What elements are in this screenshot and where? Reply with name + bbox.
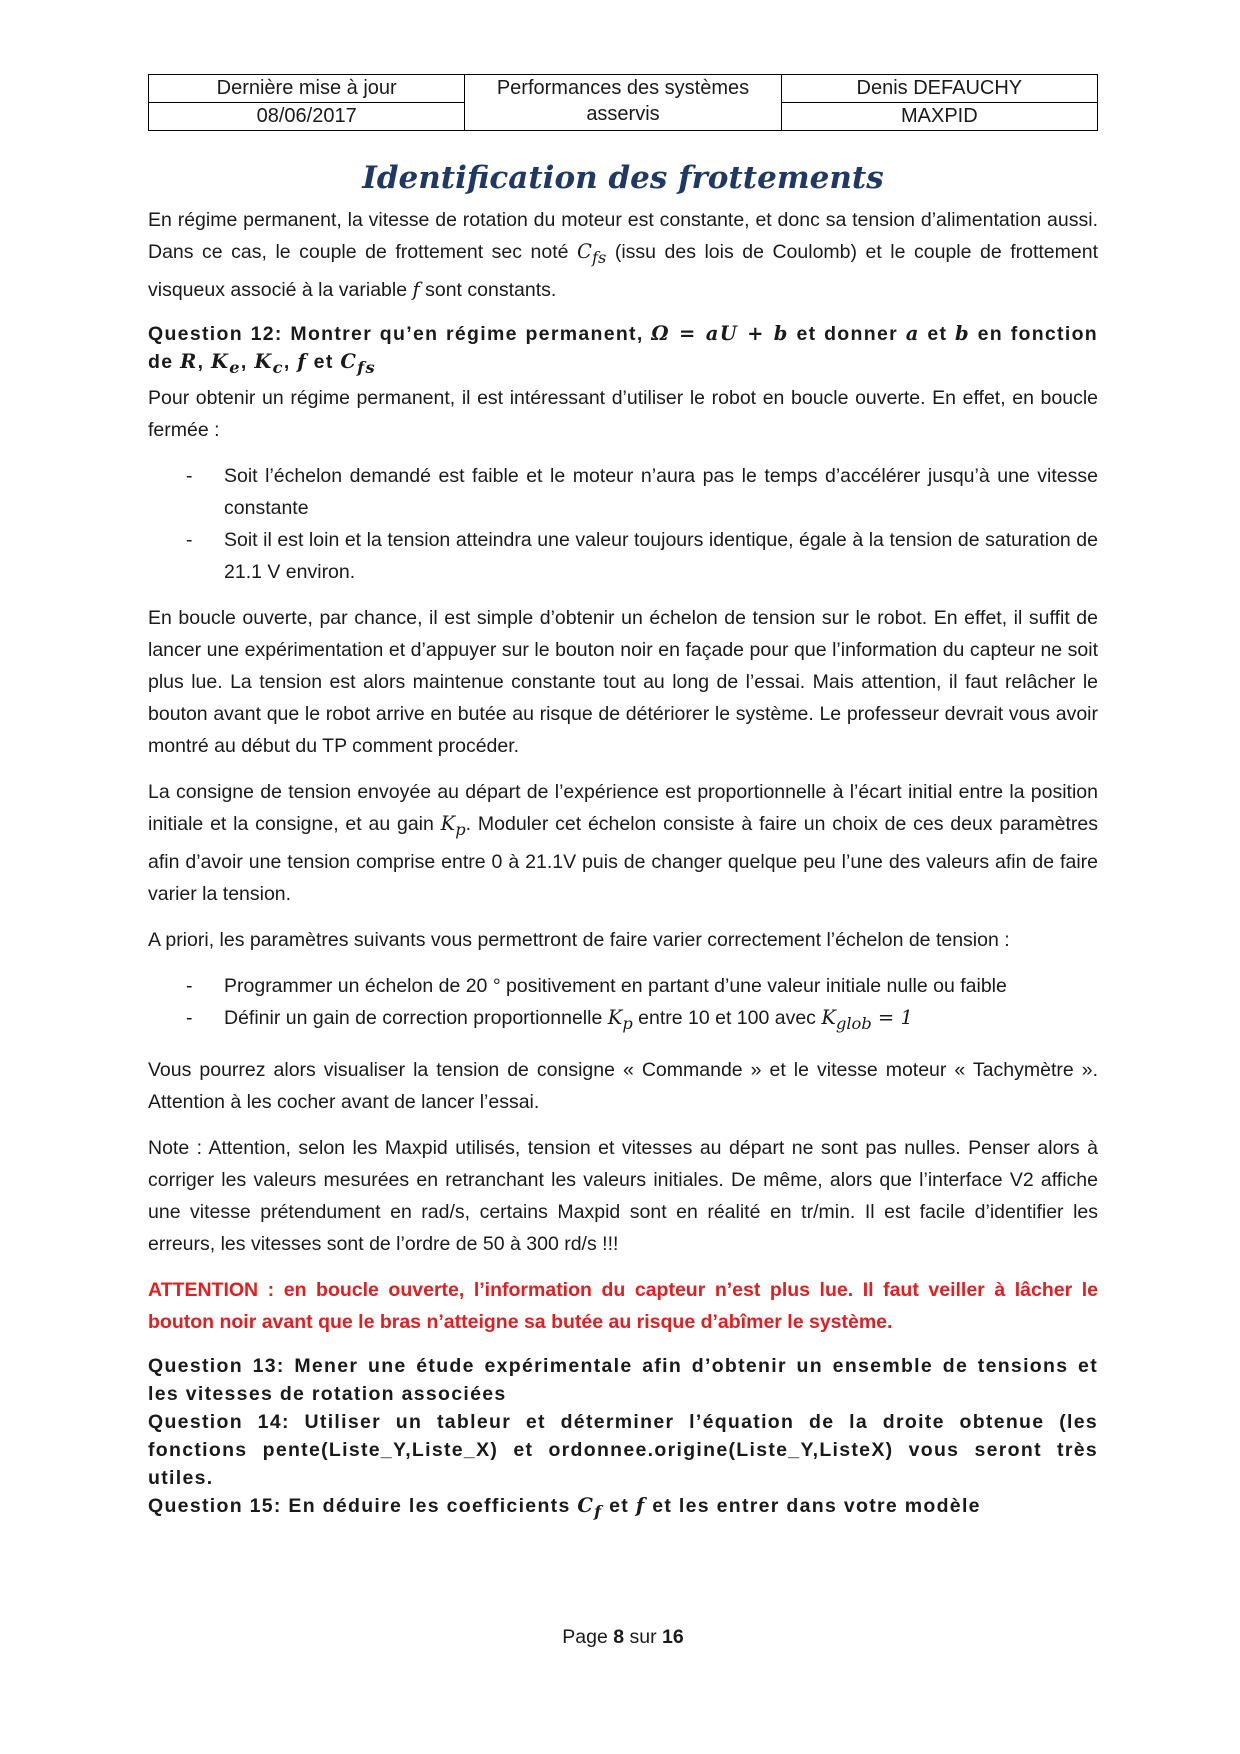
question-12: Question 12: Montrer qu’en régime permanent, Ω = aU + b et donner a et b en fonction de R, $K_e$, $K_c$, f et $C_{fs}$ (148, 321, 1098, 377)
list-item: - Soit il est loin et la tension atteindra une valeur toujours identique, égale à la tension de saturation de 21.1 V environ. (148, 524, 1098, 588)
warning-paragraph: ATTENTION : en boucle ouverte, l’information du capteur n’est plus lue. Il faut veiller à lâcher le bouton noir avant que le bras n’atteigne sa butée au risque d’abîmer le système. (148, 1278, 1098, 1333)
bullet-list-2 (148, 970, 1098, 1040)
section-title: Identification des frottements (362, 160, 884, 196)
header-topic: MAXPID (781, 103, 1097, 131)
header-course-title: Performances des systèmes asservis (465, 75, 781, 131)
header-date: 08/06/2017 (149, 103, 465, 131)
header-author: Denis DEFAUCHY (781, 75, 1097, 103)
header-last-update-label: Dernière mise à jour (149, 75, 465, 103)
bullet-list-1 (148, 460, 1098, 588)
question-13: Question 13: Mener une étude expérimentale afin d’obtenir un ensemble de tensions et les vitesses de rotation associées (148, 1354, 1098, 1405)
list-item: - Programmer un échelon de 20 ° positivement en partant d’une valeur initiale nulle ou faible (148, 970, 1098, 1002)
paragraph-consigne: La consigne de tension envoyée au départ de l’expérience est proportionnelle à l’écart initial entre la position initiale et la consigne, et au gain $K_p$. Moduler cet échelon consiste à faire un choix de ces deux paramètres afin d’avoir une tension comprise entre 0 à 21.1V puis de changer quelque peu l’une des valeurs afin de faire varier la tension. (148, 780, 1098, 905)
paragraph-boucle-fermee: Pour obtenir un régime permanent, il est intéressant d’utiliser le robot en boucle ouverte. En effet, en boucle fermée : (148, 386, 1098, 441)
list-item: - Définir un gain de correction proportionnelle $K_p$ entre 10 et 100 avec $K_{glob} = 1$ (148, 1002, 1098, 1040)
question-15: Question 15: En déduire les coefficients $C_f$ et f et les entrer dans votre modèle (148, 1493, 981, 1521)
question-14: Question 14: Utiliser un tableur et déterminer l’équation de la droite obtenue (les fonctions pente(Liste_Y,Liste_X) et ordonnee.origine(Liste_Y,ListeX) vous seront très utiles. (148, 1410, 1098, 1489)
document-body (148, 204, 1098, 1525)
page-footer: Page 8 sur 16 (562, 1626, 684, 1648)
list-item: - Soit l’échelon demandé est faible et le moteur n’aura pas le temps d’accélérer jusqu’à une vitesse constante (148, 460, 1098, 524)
paragraph-note: Note : Attention, selon les Maxpid utilisés, tension et vitesses au départ ne sont pas nulles. Penser alors à corriger les valeurs mesurées en retranchant les valeurs initiales. De même, alors que l’interface V2 affiche une vitesse prétendument en rad/s, certains Maxpid sont en réalité en tr/min. Il est facile d’identifier les erreurs, les vitesses sont de l’ordre de 50 à 300 rd/s !!! (148, 1136, 1098, 1255)
header-table (148, 74, 1098, 131)
paragraph-visualiser: Vous pourrez alors visualiser la tension de consigne « Commande » et le vitesse moteur « Tachymètre ». Attention à les cocher avant de lancer l’essai. (148, 1058, 1098, 1113)
paragraph-a-priori: A priori, les paramètres suivants vous permettront de faire varier correctement l’échelon de tension : (148, 928, 1010, 951)
intro-paragraph: En régime permanent, la vitesse de rotation du moteur est constante, et donc sa tension d’alimentation aussi. Dans ce cas, le couple de frottement sec noté $C_{fs}$ (issu des lois de Coulomb) et le couple de frottement visqueux associé à la variable f sont constants. (148, 209, 1098, 301)
paragraph-boucle-ouverte: En boucle ouverte, par chance, il est simple d’obtenir un échelon de tension sur le robot. En effet, il suffit de lancer une expérimentation et d’appuyer sur le bouton noir en façade pour que l’information du capteur ne soit plus lue. La tension est alors maintenue constante tout au long de l’essai. Mais attention, il faut relâcher le bouton avant que le robot arrive en butée au risque de détériorer le système. Le professeur devrait vous avoir montré au début du TP comment procéder. (148, 606, 1098, 757)
